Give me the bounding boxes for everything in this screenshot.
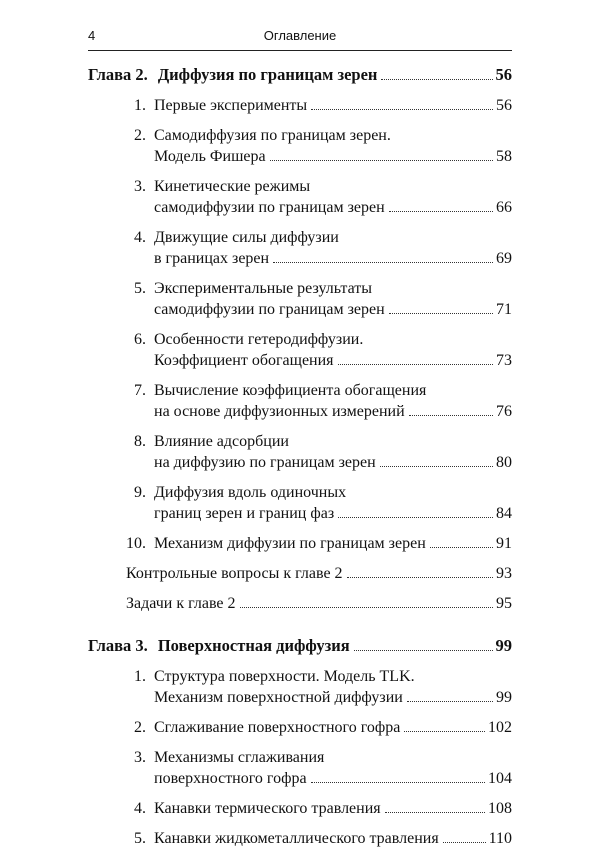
entry-body [154, 431, 512, 473]
dot-leader [311, 109, 493, 110]
entry-body [154, 176, 512, 218]
entry-title-text: в границах зерен [154, 250, 270, 267]
entry-body [154, 227, 512, 269]
entry-number: 4. [134, 800, 146, 817]
table-of-contents [88, 64, 512, 858]
dot-leader [430, 547, 493, 548]
entry-title-text: Механизм диффузии по границам зерен [154, 535, 426, 552]
entry-title-text: Канавки термического травления [154, 800, 381, 817]
entry-body [154, 380, 512, 422]
entry-page: 69 [496, 250, 512, 267]
extra-page: 95 [496, 595, 512, 612]
entry-title-line [154, 95, 512, 116]
entry-body [154, 278, 512, 320]
toc-entry [88, 329, 512, 371]
entry-title-text: поверхностного гофра [154, 770, 307, 787]
entry-title-line [154, 248, 512, 269]
entry-title-line [154, 503, 512, 524]
entry-number: 6. [134, 331, 146, 348]
entry-title-line: Экспериментальные результаты [154, 280, 373, 297]
toc-entry [88, 717, 512, 738]
chapter-title: Диффузия по границам зерен [157, 65, 378, 84]
entry-number: 9. [134, 484, 146, 501]
dot-leader [311, 782, 485, 783]
entry-title-line [154, 798, 512, 819]
dot-leader [380, 466, 493, 467]
entry-page: 76 [496, 403, 512, 420]
entry-title-line [154, 299, 512, 320]
entry-body [154, 329, 512, 371]
toc-entry [88, 798, 512, 819]
toc-entry [88, 176, 512, 218]
toc-entry [88, 828, 512, 849]
extra-title: Задачи к главе 2 [126, 595, 236, 612]
entry-page: 91 [496, 535, 512, 552]
toc-entry [88, 482, 512, 524]
entry-number: 4. [134, 229, 146, 246]
entry-title-text: Первые эксперименты [154, 97, 308, 114]
entry-number: 3. [134, 178, 146, 195]
entry-title-line: Кинетические режимы [154, 178, 311, 195]
entry-page: 80 [496, 454, 512, 471]
entry-title-line: Вычисление коэффициента обогащения [154, 382, 427, 399]
entry-title-line [154, 146, 512, 167]
entry-page: 99 [496, 689, 512, 706]
chapter-label: Глава 3. [88, 636, 148, 655]
entry-title-line: Механизмы сглаживания [154, 749, 325, 766]
toc-extra-entry [88, 593, 512, 614]
entry-title-line [154, 452, 512, 473]
entry-body [154, 125, 512, 167]
entry-title-line: Структура поверхности. Модель TLK. [154, 668, 415, 685]
entry-page: 56 [496, 97, 512, 114]
entry-body [154, 666, 512, 708]
entry-page: 108 [488, 800, 512, 817]
entry-title-text: на диффузию по границам зерен [154, 454, 376, 471]
extra-title: Контрольные вопросы к главе 2 [126, 565, 343, 582]
chapter-title: Поверхностная диффузия [157, 636, 350, 655]
entry-page: 66 [496, 199, 512, 216]
toc-entry [88, 95, 512, 116]
dot-leader [338, 517, 493, 518]
entry-number: 10. [126, 535, 146, 552]
dot-leader [443, 842, 486, 843]
entry-title-line [154, 533, 512, 554]
entry-number: 8. [134, 433, 146, 450]
entry-title-line [154, 401, 512, 422]
entry-body [154, 747, 512, 789]
page-number: 4 [88, 28, 96, 43]
dot-leader [240, 607, 494, 608]
entry-page: 104 [488, 770, 512, 787]
entry-body [154, 828, 512, 849]
entry-number: 7. [134, 382, 146, 399]
entry-number: 5. [134, 280, 146, 297]
entry-body [154, 95, 512, 116]
entry-body [154, 482, 512, 524]
entry-title-text: границ зерен и границ фаз [154, 505, 335, 522]
entry-title-text: Механизм поверхностной диффузии [154, 689, 403, 706]
entry-title-line: Влияние адсорбции [154, 433, 289, 450]
entry-title-line [154, 828, 512, 849]
entry-body [154, 533, 512, 554]
entry-title-text: на основе диффузионных измерений [154, 403, 405, 420]
toc-entry [88, 431, 512, 473]
entry-number: 2. [134, 127, 146, 144]
entry-body [154, 798, 512, 819]
entry-title-line [154, 717, 512, 738]
dot-leader [347, 577, 493, 578]
entry-title-text: самодиффузии по границам зерен [154, 199, 385, 216]
running-head [88, 26, 512, 51]
dot-leader [409, 415, 493, 416]
entry-page: 71 [496, 301, 512, 318]
entry-title-line: Самодиффузия по границам зерен. [154, 127, 391, 144]
chapter-gap [88, 623, 512, 635]
entry-number: 3. [134, 749, 146, 766]
dot-leader [354, 650, 493, 651]
entry-number: 5. [134, 830, 146, 847]
entry-number: 1. [134, 97, 146, 114]
entry-title-text: Коэффициент обогащения [154, 352, 334, 369]
entry-page: 102 [488, 719, 512, 736]
toc-entry [88, 125, 512, 167]
dot-leader [381, 79, 492, 80]
entry-page: 58 [496, 148, 512, 165]
entry-title-text: Канавки жидкометаллического травления [154, 830, 439, 847]
dot-leader [389, 211, 493, 212]
dot-leader [338, 364, 493, 365]
dot-leader [273, 262, 493, 263]
entry-title-line [154, 687, 512, 708]
running-title: Оглавление [263, 28, 337, 43]
entry-title-line [154, 197, 512, 218]
toc-entry [88, 533, 512, 554]
entry-body [154, 717, 512, 738]
dot-leader [407, 701, 493, 702]
entry-number: 2. [134, 719, 146, 736]
entry-title-line: Особенности гетеродиффузии. [154, 331, 364, 348]
chapter-page: 56 [495, 65, 512, 84]
chapter-page: 99 [495, 636, 512, 655]
entry-title-line [154, 768, 512, 789]
entry-page: 110 [488, 830, 512, 847]
entry-number: 1. [134, 668, 146, 685]
entry-title-line: Диффузия вдоль одиночных [154, 484, 347, 501]
entry-title-text: Модель Фишера [154, 148, 266, 165]
chapter-heading [88, 64, 512, 86]
chapter-heading [88, 635, 512, 657]
dot-leader [389, 313, 493, 314]
entry-page: 73 [496, 352, 512, 369]
entry-title-text: Сглаживание поверхностного гофра [154, 719, 401, 736]
dot-leader [404, 731, 485, 732]
entry-title-line [154, 350, 512, 371]
entry-title-text: самодиффузии по границам зерен [154, 301, 385, 318]
entry-title-line: Движущие силы диффузии [154, 229, 339, 246]
extra-page: 93 [496, 565, 512, 582]
toc-entry [88, 278, 512, 320]
toc-entry [88, 227, 512, 269]
dot-leader [385, 812, 485, 813]
toc-entry [88, 380, 512, 422]
chapter-label: Глава 2. [88, 65, 148, 84]
toc-entry [88, 666, 512, 708]
entry-page: 84 [496, 505, 512, 522]
toc-extra-entry [88, 563, 512, 584]
toc-entry [88, 747, 512, 789]
dot-leader [270, 160, 493, 161]
